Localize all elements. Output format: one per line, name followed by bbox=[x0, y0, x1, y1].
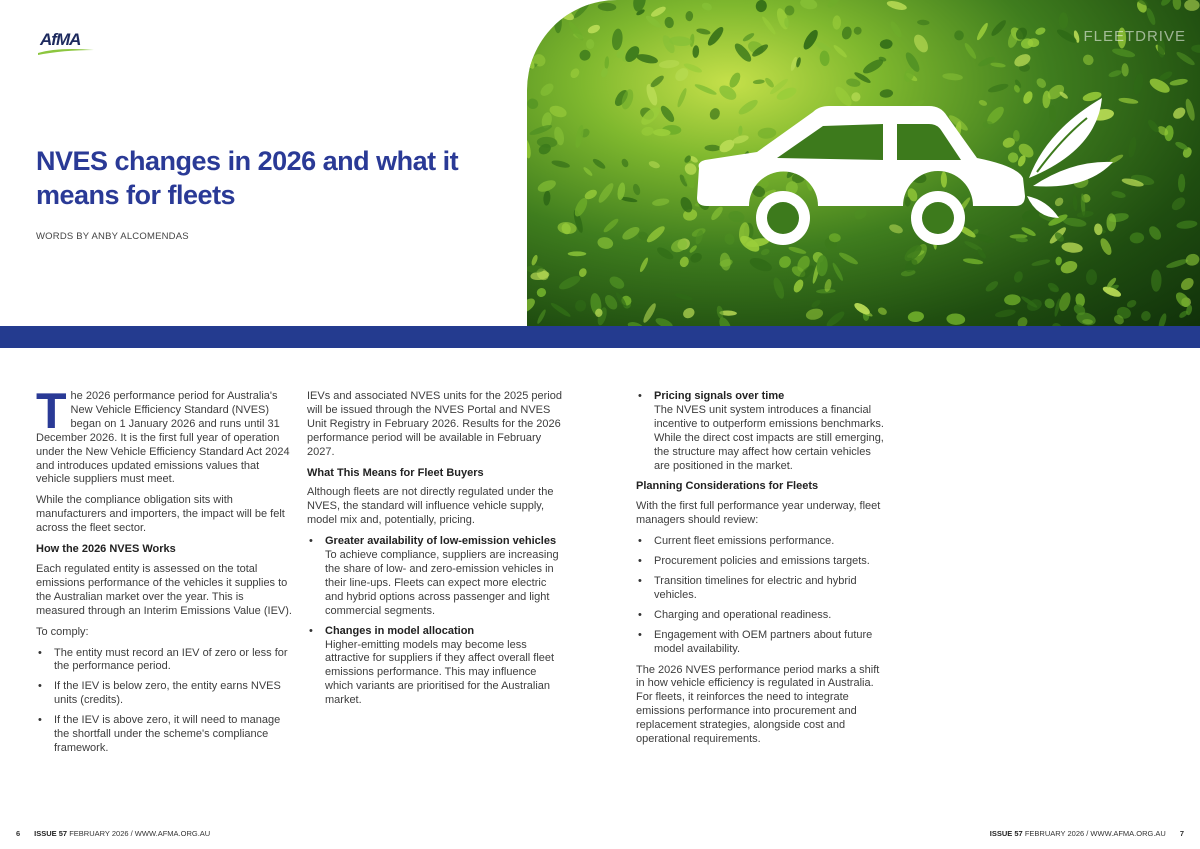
section-heading: How the 2026 NVES Works bbox=[36, 543, 176, 556]
byline: WORDS BY ANBY ALCOMENDAS bbox=[36, 231, 189, 242]
list-item bbox=[307, 625, 565, 708]
logo-text: AfMA bbox=[40, 30, 81, 49]
list-item-text: The NVES unit system introduces a financial incentive to outperform emissions benchmarks. While the direct cost impacts are still emerging, the structure may affect how certain vehicles are positioned in the market. bbox=[654, 403, 884, 472]
bullet-list bbox=[636, 535, 886, 656]
footer-info: FEBRUARY 2026 / WWW.AFMA.ORG.AU bbox=[1022, 829, 1166, 838]
paragraph: The 2026 NVES performance period marks a shift in how vehicle efficiency is regulated in Australia. For fleets, it reinforces the need to integrate emissions performance into procurement and replacement strategies, alongside cost and operational requirements. bbox=[636, 663, 880, 746]
paragraph: While the compliance obligation sits with manufacturers and importers, the impact will be felt across the fleet sector. bbox=[36, 494, 285, 535]
bullet-list bbox=[636, 390, 886, 473]
paragraph: To comply: bbox=[36, 625, 89, 638]
logo-swoosh-icon bbox=[38, 47, 94, 55]
article-title: NVES changes in 2026 and what it means for fleets bbox=[36, 146, 459, 210]
list-item: • If the IEV is above zero, it will need to manage the shortfall under the scheme's compliance framework. bbox=[36, 714, 294, 756]
issue-label: ISSUE 57 bbox=[989, 829, 1023, 838]
page-number: 7 bbox=[1179, 829, 1184, 838]
paragraph: Although fleets are not directly regulated under the NVES, the standard will influence vehicle supply, model mix and, potentially, pricing. bbox=[307, 486, 554, 527]
list-item: • Current fleet emissions performance. bbox=[636, 535, 886, 549]
page-number: 6 bbox=[16, 829, 21, 838]
list-item-text: Higher-emitting models may become less attractive for suppliers if they affect overall fleet emissions performance. This may influence which variants are prioritised for the Australian market. bbox=[325, 638, 555, 707]
section-heading: What This Means for Fleet Buyers bbox=[307, 466, 484, 479]
bullet-list bbox=[307, 535, 565, 708]
list-item: • Charging and operational readiness. bbox=[636, 609, 886, 623]
bullet-list bbox=[36, 647, 294, 756]
header-band bbox=[0, 326, 1200, 348]
footer-left bbox=[16, 829, 210, 838]
drop-cap: T bbox=[36, 383, 67, 439]
car-icon bbox=[527, 0, 1200, 330]
issue-label: ISSUE 57 bbox=[34, 829, 68, 838]
paragraph: IEVs and associated NVES units for the 2025 period will be issued through the NVES Portal and NVES Unit Registry in February 2026. Results for the 2026 performance period will be available in February 2027. bbox=[307, 390, 562, 458]
list-item: • Transition timelines for electric and hybrid vehicles. bbox=[636, 575, 886, 603]
hero-image bbox=[527, 0, 1200, 330]
list-item-title: • Greater availability of low-emission vehicles bbox=[325, 535, 557, 548]
list-item: • If the IEV is below zero, the entity earns NVES units (credits). bbox=[36, 680, 294, 708]
list-item: • Engagement with OEM partners about future model availability. bbox=[636, 629, 886, 657]
intro-paragraph: The 2026 performance period for Australia's New Vehicle Efficiency Standard (NVES) began on 1 January 2026 and runs until 31 December 2026. It is the first full year of operation under the New Vehicle Efficiency Standard Act 2024 and introduces updated emissions values that vehicle suppliers must meet. bbox=[36, 383, 290, 486]
paragraph: Each regulated entity is assessed on the total emissions performance of the vehicles it supplies to the Australian market over the year. This is measured through an Interim Emissions Value (IEV). bbox=[36, 562, 292, 617]
list-item: • The entity must record an IEV of zero or less for the performance period. bbox=[36, 647, 294, 675]
list-item: • Procurement policies and emissions targets. bbox=[636, 555, 886, 569]
footer-right bbox=[990, 829, 1184, 838]
section-heading: Planning Considerations for Fleets bbox=[636, 480, 819, 493]
masthead: FLEETDRIVE bbox=[1083, 28, 1186, 45]
footer-info: FEBRUARY 2026 / WWW.AFMA.ORG.AU bbox=[67, 829, 211, 838]
list-item-text: To achieve compliance, suppliers are increasing the share of low- and zero-emission vehicles in their line-ups. Fleets can expect more electric and hybrid options across passenger and light commercial segments. bbox=[325, 549, 559, 617]
list-item bbox=[636, 390, 886, 473]
list-item-title: • Pricing signals over time bbox=[654, 390, 785, 402]
column-2 bbox=[307, 390, 565, 715]
paragraph: With the first full performance year underway, fleet managers should review: bbox=[636, 500, 881, 527]
list-item-title: • Changes in model allocation bbox=[325, 624, 475, 637]
list-item bbox=[307, 535, 565, 618]
afma-logo bbox=[38, 30, 96, 56]
column-1 bbox=[36, 383, 294, 763]
column-3 bbox=[636, 390, 886, 754]
